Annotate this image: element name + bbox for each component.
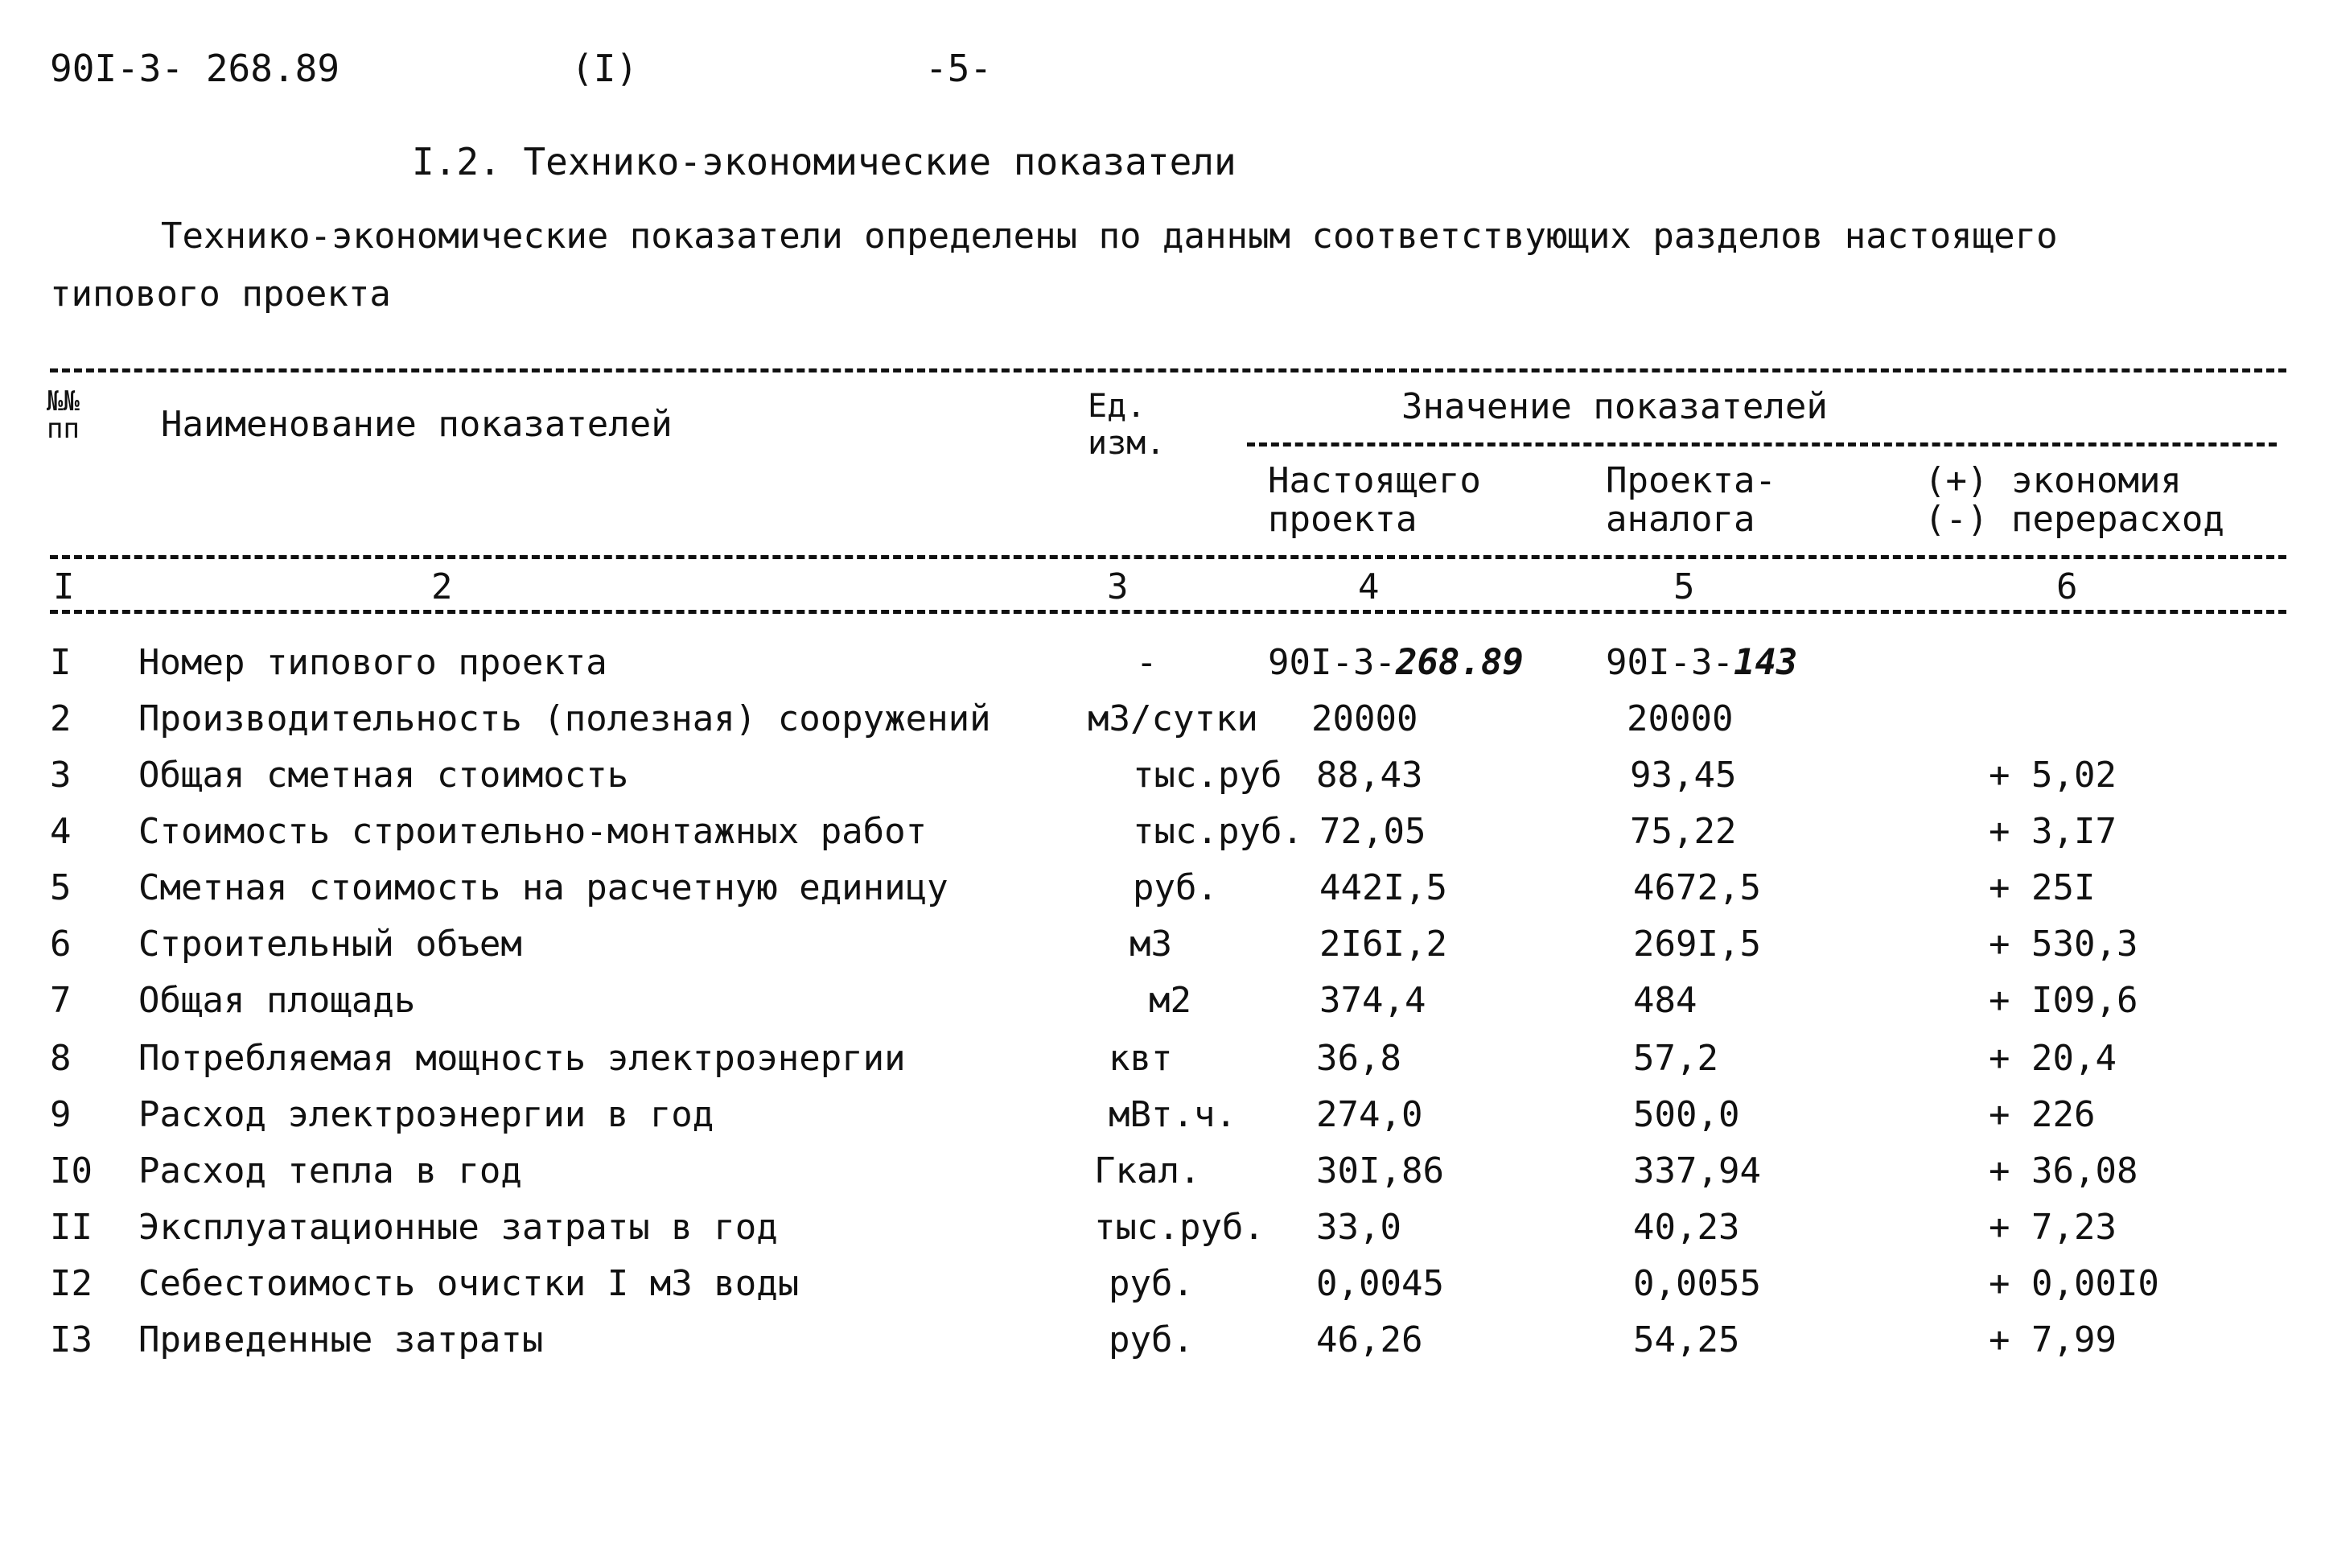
column-number-1: I xyxy=(53,566,75,607)
unit: Гкал. xyxy=(1094,1150,1201,1191)
section-title: I.2. Технико-экономические показатели xyxy=(412,140,1237,183)
unit: руб. xyxy=(1109,1319,1194,1360)
difference-value: + 7,23 xyxy=(1989,1207,2117,1248)
row-number: I2 xyxy=(50,1263,93,1304)
column-header-diff-signs: (+) (-) xyxy=(1924,460,1989,540)
row-number: 4 xyxy=(50,811,72,852)
column-header-unit: Ед. изм. xyxy=(1088,388,1166,462)
unit: м3 xyxy=(1130,924,1172,965)
column-numbers-rule xyxy=(50,610,2286,614)
unit: мВт.ч. xyxy=(1109,1094,1237,1135)
analog-project-value: 484 xyxy=(1633,980,1697,1021)
column-number-4: 4 xyxy=(1358,566,1380,607)
row-number: 5 xyxy=(50,867,72,908)
analog-project-value: 4672,5 xyxy=(1633,867,1761,908)
row-number: 8 xyxy=(50,1038,72,1079)
row-number: I xyxy=(50,642,72,683)
current-project-value: 33,0 xyxy=(1316,1207,1401,1248)
current-project-value: 274,0 xyxy=(1316,1094,1423,1135)
analog-project-value: 57,2 xyxy=(1633,1038,1718,1079)
analog-project-value: 20000 xyxy=(1627,698,1734,739)
analog-project-value: 337,94 xyxy=(1633,1150,1761,1191)
unit: руб. xyxy=(1109,1263,1194,1304)
analog-project-value: 90I-3-143 xyxy=(1606,642,1798,683)
indicator-name: Общая сметная стоимость xyxy=(138,755,629,796)
column-number-2: 2 xyxy=(431,566,453,607)
current-project-value: 2I6I,2 xyxy=(1319,924,1447,965)
analog-project-value: 269I,5 xyxy=(1633,924,1761,965)
header-bottom-rule xyxy=(50,555,2286,559)
current-project-value: 90I-3-268.89 xyxy=(1268,642,1524,683)
analog-project-value: 54,25 xyxy=(1633,1319,1740,1360)
analog-project-value: 93,45 xyxy=(1630,755,1737,796)
document-code: 90I-3- 268.89 xyxy=(50,47,340,90)
current-project-value: 442I,5 xyxy=(1319,867,1447,908)
analog-project-value: 500,0 xyxy=(1633,1094,1740,1135)
indicator-name: Стоимость строительно-монтажных работ xyxy=(138,811,928,852)
values-group-rule xyxy=(1247,442,2277,447)
row-number: 9 xyxy=(50,1094,72,1135)
difference-value: + 530,3 xyxy=(1989,924,2138,965)
column-header-number: №№ пп xyxy=(47,385,80,445)
intro-text-line1: Технико-экономические показатели определены по данным соответствующих разделов настоящего xyxy=(161,216,2058,257)
indicator-name: Производительность (полезная) сооружений xyxy=(138,698,991,739)
indicator-name: Себестоимость очистки I м3 воды xyxy=(138,1263,800,1304)
analog-project-value: 75,22 xyxy=(1630,811,1737,852)
row-number: 2 xyxy=(50,698,72,739)
intro-text-line2: типового проекта xyxy=(50,274,391,315)
row-number: I0 xyxy=(50,1150,93,1191)
handwritten-fill: 143 xyxy=(1733,642,1798,683)
indicator-name: Общая площадь xyxy=(138,980,416,1021)
current-project-value: 0,0045 xyxy=(1316,1263,1444,1304)
unit: тыс.руб. xyxy=(1094,1207,1265,1248)
indicator-name: Приведенные затраты xyxy=(138,1319,544,1360)
current-project-value: 46,26 xyxy=(1316,1319,1423,1360)
column-header-current-project: Настоящего проекта xyxy=(1268,460,1481,540)
column-number-3: 3 xyxy=(1107,566,1129,607)
column-number-6: 6 xyxy=(2056,566,2078,607)
row-number: I3 xyxy=(50,1319,93,1360)
current-project-value: 374,4 xyxy=(1319,980,1426,1021)
difference-value: + 25I xyxy=(1989,867,2096,908)
row-number: 7 xyxy=(50,980,72,1021)
indicator-name: Потребляемая мощность электроэнергии xyxy=(138,1038,906,1079)
difference-value: + 5,02 xyxy=(1989,755,2117,796)
column-number-5: 5 xyxy=(1673,566,1695,607)
difference-value: + 7,99 xyxy=(1989,1319,2117,1360)
indicator-name: Расход электроэнергии в год xyxy=(138,1094,714,1135)
unit: м2 xyxy=(1149,980,1191,1021)
indicator-name: Эксплуатационные затраты в год xyxy=(138,1207,778,1248)
difference-value: + 36,08 xyxy=(1989,1150,2138,1191)
indicator-name: Строительный объем xyxy=(138,924,522,965)
page-number: -5- xyxy=(925,47,993,90)
issue-number: (I) xyxy=(571,47,639,90)
unit: м3/сутки xyxy=(1088,698,1258,739)
unit: квт xyxy=(1109,1038,1173,1079)
row-number: II xyxy=(50,1207,93,1248)
current-project-value: 36,8 xyxy=(1316,1038,1401,1079)
current-project-value: 30I,86 xyxy=(1316,1150,1444,1191)
indicator-name: Сметная стоимость на расчетную единицу xyxy=(138,867,948,908)
unit: тыс.руб xyxy=(1133,755,1282,796)
current-project-value: 20000 xyxy=(1311,698,1418,739)
column-header-analog-project: Проекта- аналога xyxy=(1606,460,1776,540)
difference-value: + 3,I7 xyxy=(1989,811,2117,852)
difference-value: + 20,4 xyxy=(1989,1038,2117,1079)
difference-value: + 0,00I0 xyxy=(1989,1263,2159,1304)
table-top-rule xyxy=(50,368,2286,372)
handwritten-fill: 268.89 xyxy=(1395,642,1524,683)
difference-value: + I09,6 xyxy=(1989,980,2138,1021)
column-header-name: Наименование показателей xyxy=(161,404,673,445)
analog-project-value: 40,23 xyxy=(1633,1207,1740,1248)
analog-project-value: 0,0055 xyxy=(1633,1263,1761,1304)
row-number: 3 xyxy=(50,755,72,796)
indicator-name: Расход тепла в год xyxy=(138,1150,522,1191)
unit: руб. xyxy=(1133,867,1218,908)
values-group-header: Значение показателей xyxy=(1401,386,1828,427)
current-project-value: 88,43 xyxy=(1316,755,1423,796)
current-project-value: 72,05 xyxy=(1319,811,1426,852)
indicator-name: Номер типового проекта xyxy=(138,642,607,683)
difference-value: + 226 xyxy=(1989,1094,2096,1135)
column-header-diff: экономия перерасход xyxy=(2011,460,2224,540)
row-number: 6 xyxy=(50,924,72,965)
unit: тыс.руб. xyxy=(1133,811,1303,852)
unit: - xyxy=(1136,642,1158,683)
